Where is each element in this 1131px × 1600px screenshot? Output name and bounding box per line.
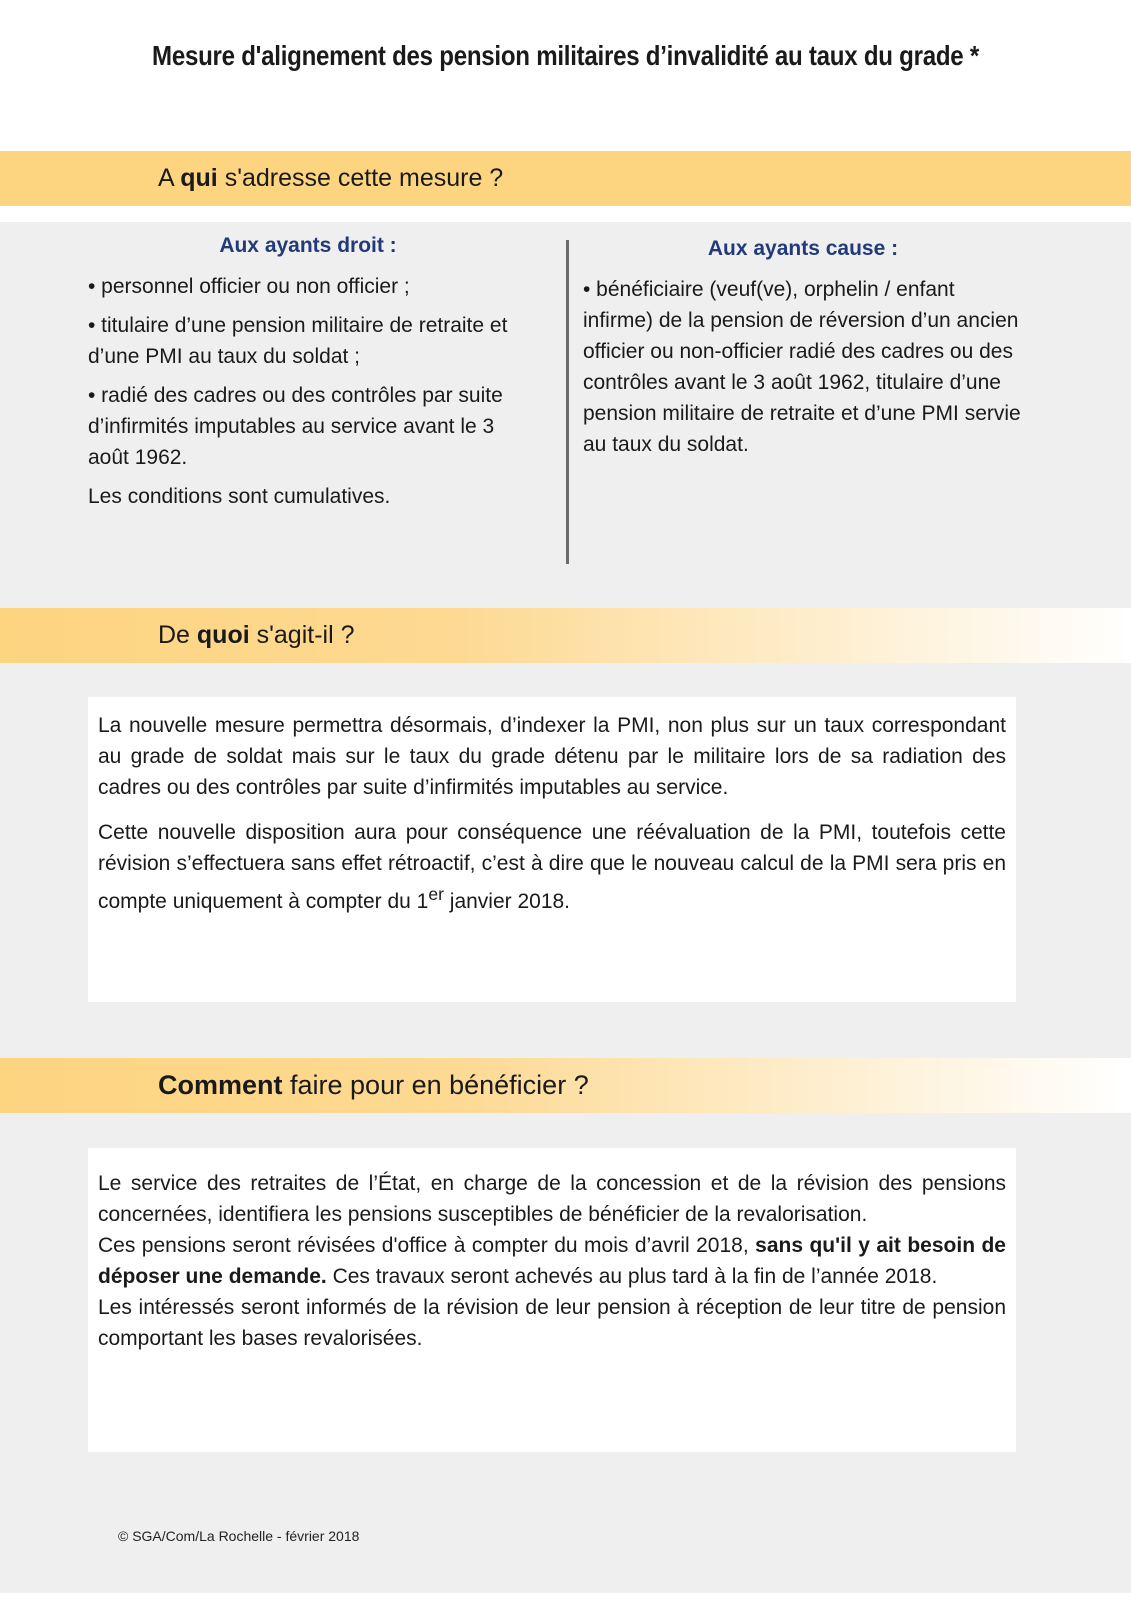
paragraph	[98, 1230, 1006, 1292]
footer-copyright: © SGA/Com/La Rochelle - février 2018	[118, 1528, 360, 1544]
ayants-cause-column	[583, 233, 1023, 468]
section-heading	[158, 621, 354, 650]
paragraph-text: janvier 2018.	[443, 890, 571, 913]
list-item: • titulaire d’une pension militaire de retraite et d’une PMI au taux du soldat ;	[88, 314, 508, 368]
heading-text: faire pour en bénéficier ?	[282, 1070, 589, 1100]
list-item: • radié des cadres ou des contrôles par suite d’infirmités imputables au service avant le 3 août 1962.	[88, 384, 503, 469]
conditions-note: Les conditions sont cumulatives.	[88, 485, 391, 508]
list-item: • bénéficiaire (veuf(ve), orphelin / enfant infirme) de la pension de réversion d’un ancien officier ou non-officier radié des cadres ou des contrôles avant le 3 août 1962, titulaire d’une pension militaire de retraite et d’une PMI servie au taux du soldat.	[583, 278, 1021, 456]
section-header-what	[0, 608, 1131, 663]
what-text-box	[88, 697, 1016, 1002]
how-text-box	[88, 1148, 1016, 1452]
ayants-droit-column	[88, 230, 528, 520]
section-heading	[158, 164, 503, 193]
list-item: • personnel officier ou non officier ;	[88, 275, 410, 298]
heading-text: s'adresse cette mesure ?	[217, 164, 504, 192]
heading-text: De	[158, 621, 197, 649]
document-title: Mesure d'alignement des pension militaires d’invalidité au taux du grade *	[152, 40, 979, 71]
section-header-who	[0, 151, 1131, 206]
emphasis-text: sans qu'il y ait besoin de déposer une demande.	[98, 1234, 1006, 1288]
column-divider	[566, 240, 569, 564]
superscript: er	[428, 884, 444, 904]
heading-text: A	[158, 164, 181, 192]
paragraph: La nouvelle mesure permettra désormais, d’indexer la PMI, non plus sur un taux correspondant au grade de soldat mais sur le taux du grade détenu par le militaire lors de sa radiation des cadres ou des contrôles par suite d’infirmités imputables au service.	[98, 714, 1006, 799]
heading-emphasis: Comment	[158, 1070, 283, 1100]
heading-emphasis: qui	[180, 164, 218, 192]
paragraph-text: Ces pensions seront révisées d'office à compter du mois d’avril 2018,	[98, 1234, 756, 1257]
paragraph-text: Ces travaux seront achevés au plus tard à la fin de l’année 2018.	[326, 1265, 938, 1288]
heading-emphasis: quoi	[196, 621, 250, 649]
section-header-how	[0, 1058, 1122, 1113]
paragraph: Les intéressés seront informés de la révision de leur pension à réception de leur titre de pension comportant les bases revalorisées.	[98, 1296, 1006, 1350]
paragraph-text: Cette nouvelle disposition aura pour conséquence une réévaluation de la PMI, toutefois cette révision s’effectuera sans effet rétroactif, c’est à dire que le nouveau calcul de la PMI sera pris en compte uniquement à compter du 1	[98, 821, 1006, 913]
column-heading: Aux ayants droit :	[219, 234, 397, 257]
paragraph: Le service des retraites de l’État, en charge de la concession et de la révision des pensions concernées, identifiera les pensions susceptibles de bénéficier de la revalorisation.	[98, 1172, 1006, 1226]
section-heading	[158, 1070, 589, 1101]
paragraph	[98, 817, 1006, 917]
column-heading: Aux ayants cause :	[707, 237, 899, 260]
heading-text: s'agit-il ?	[249, 621, 355, 649]
